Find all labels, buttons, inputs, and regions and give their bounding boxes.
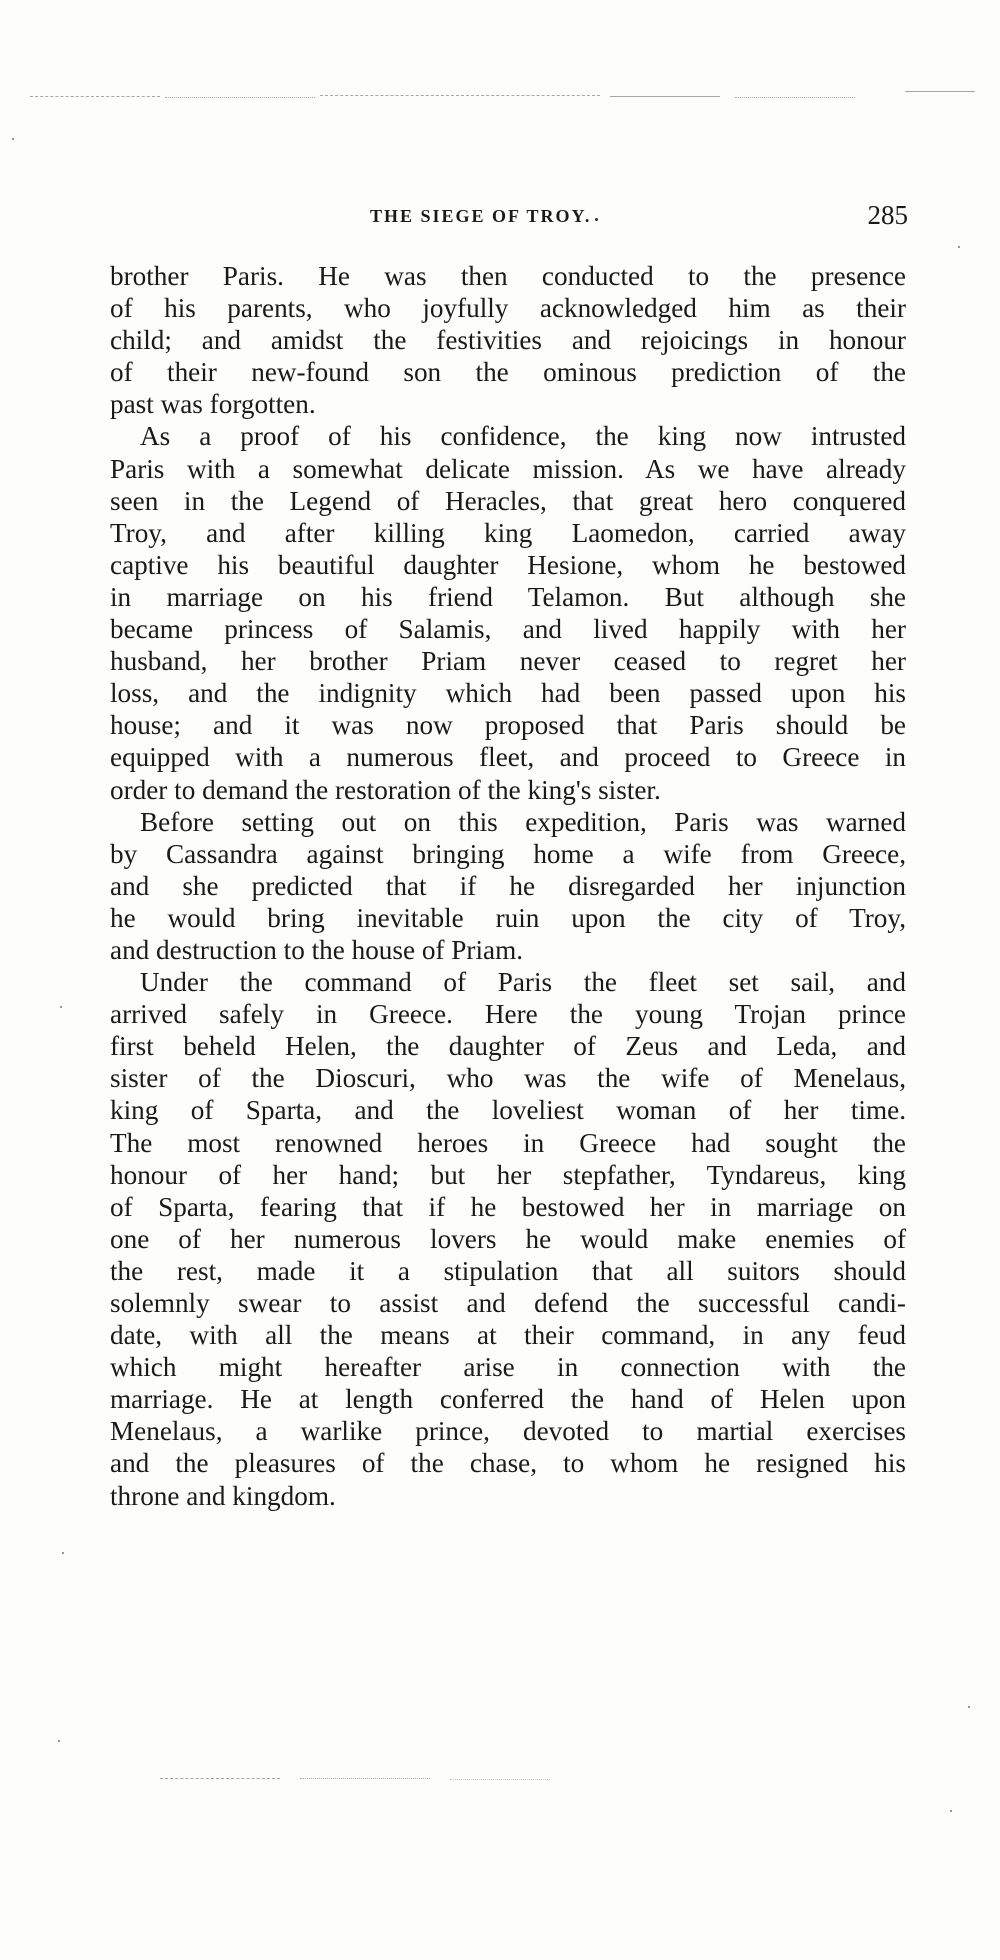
text-line: first beheld Helen, the daughter of Zeus and Leda, and: [110, 1031, 906, 1062]
text-line: equipped with a numerous fleet, and proceed to Greece in: [110, 742, 906, 773]
text-line: one of her numerous lovers he would make enemies of: [110, 1223, 906, 1254]
text-line: Menelaus, a warlike prince, devoted to martial exercises: [110, 1416, 906, 1447]
text-line: solemnly swear to assist and defend the successful candi-: [110, 1288, 906, 1318]
text-line: he would bring inevitable ruin upon the city of Troy,: [110, 902, 906, 933]
scan-artifact-line: [160, 1778, 280, 1779]
scan-speck: [58, 1740, 60, 1742]
text-line: Before setting out on this expedition, Paris was warned: [140, 806, 906, 837]
text-line: child; and amidst the festivities and rejoicings in honour: [110, 325, 906, 356]
text-line: became princess of Salamis, and lived happily with her: [110, 614, 906, 645]
text-line: and destruction to the house of Priam.: [110, 934, 524, 965]
paragraph: [110, 966, 906, 1512]
scan-artifact-line: [905, 91, 975, 92]
text-line: order to demand the restoration of the king's sister.: [110, 774, 661, 805]
text-line: king of Sparta, and the loveliest woman of her time.: [110, 1095, 906, 1126]
scan-artifact-line: [610, 96, 720, 97]
running-head: [110, 200, 910, 240]
text-line: and the pleasures of the chase, to whom he resigned his: [110, 1448, 906, 1479]
text-line: Troy, and after killing king Laomedon, carried away: [110, 517, 906, 548]
scan-artifact-line: [30, 96, 160, 97]
text-line: As a proof of his confidence, the king now intrusted: [140, 421, 906, 452]
text-line: seen in the Legend of Heracles, that great hero conquered: [110, 485, 906, 516]
text-line: of their new-found son the ominous prediction of the: [110, 357, 906, 388]
text-line: sister of the Dioscuri, who was the wife of Menelaus,: [110, 1063, 906, 1094]
scan-speck: [950, 1810, 952, 1812]
text-line: Under the command of Paris the fleet set sail, and: [140, 967, 906, 998]
scan-speck: [958, 246, 960, 248]
head-dot: [595, 218, 598, 221]
scan-artifact-line: [735, 97, 855, 98]
paragraph: [110, 420, 906, 805]
text-line: husband, her brother Priam never ceased to regret her: [110, 646, 906, 677]
text-line: throne and kingdom.: [110, 1480, 336, 1511]
scan-speck: [60, 1006, 62, 1008]
text-line: of Sparta, fearing that if he bestowed her in marriage on: [110, 1191, 906, 1222]
paragraph: [110, 806, 906, 966]
text-line: the rest, made it a stipulation that all suitors should: [110, 1255, 906, 1286]
paragraph: [110, 260, 906, 420]
scan-artifact-line: [450, 1779, 550, 1780]
scan-artifact-line: [165, 97, 315, 98]
text-line: past was forgotten.: [110, 389, 316, 420]
text-line: and she predicted that if he disregarded her injunction: [110, 870, 906, 901]
text-line: date, with all the means at their command, in any feud: [110, 1320, 906, 1351]
text-line: by Cassandra against bringing home a wife from Greece,: [110, 838, 906, 869]
text-line: arrived safely in Greece. Here the young Trojan prince: [110, 999, 906, 1030]
scan-speck: [12, 138, 14, 140]
scan-artifact-line: [300, 1778, 430, 1779]
text-line: marriage. He at length conferred the hand of Helen upon: [110, 1384, 906, 1415]
running-title: THE SIEGE OF TROY.: [370, 206, 592, 226]
text-line: The most renowned heroes in Greece had sought the: [110, 1127, 906, 1158]
text-line: captive his beautiful daughter Hesione, whom he bestowed: [110, 549, 906, 580]
scan-speck: [62, 1552, 64, 1554]
text-line: brother Paris. He was then conducted to the presence: [110, 261, 906, 291]
scan-artifact-line: [320, 95, 600, 96]
text-line: house; and it was now proposed that Paris should be: [110, 710, 906, 741]
text-line: loss, and the indignity which had been passed upon his: [110, 678, 906, 709]
body-text: [110, 260, 906, 1512]
text-line: in marriage on his friend Telamon. But although she: [110, 581, 906, 612]
scan-speck: [968, 1706, 970, 1708]
text-line: of his parents, who joyfully acknowledged him as their: [110, 293, 906, 324]
page-number: 285: [867, 200, 908, 230]
text-line: Paris with a somewhat delicate mission. As we have already: [110, 453, 906, 484]
text-line: honour of her hand; but her stepfather, Tyndareus, king: [110, 1159, 906, 1190]
text-line: which might hereafter arise in connection with the: [110, 1352, 906, 1383]
